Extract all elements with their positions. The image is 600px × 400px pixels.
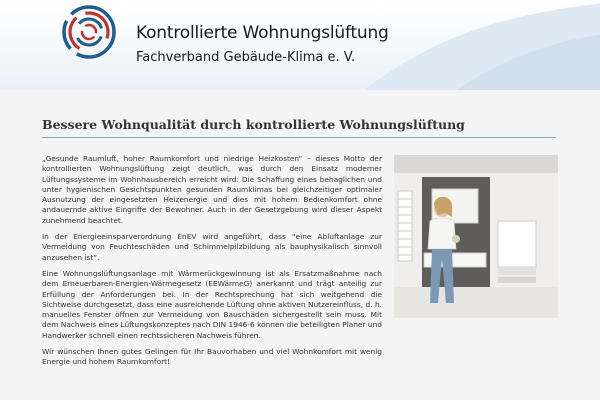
article-paragraph-2: In der Energieeinsparverordnung EnEV wird angeführt, dass “eine Abluftanlage zur Vermeidung von Feuchteschäden und Schimmelpilzbildung als bauphysikalisch sinnvoll anzusehen ist”. (42, 232, 382, 262)
main-content (0, 90, 600, 400)
heading-divider (42, 137, 556, 138)
article-text (42, 154, 382, 374)
bathroom-photo (394, 155, 558, 318)
fgk-logo[interactable] (62, 5, 116, 59)
page-heading: Bessere Wohnqualität durch kontrollierte Wohnungslüftung (42, 117, 465, 132)
article-paragraph-3: Eine Wohnungslüftungsanlage mit Wärmerückgewinnung ist als Ersatzmaßnahme nach dem Erneuerbaren-Energien-Wärmegesetz (EEWärmeG) anerkannt und trägt anteilig zur Erfüllung der Anforderungen bei. In der Rechtsprechung hat sich weitgehend die Sichtweise durchgesetzt, dass eine ausreichende Lüftung ohne aktiven Nutzereinfluss, d. h. manuelles Fenster öffnen zur Vermeidung von Bauschäden sichergestellt sein muss. Mit dem Nachweis eines Lüftungskonzeptes nach DIN 1946-6 können die beteiligten Planer und Handwerker schnell einen rechtssicheren Nachweis führen. (42, 268, 382, 340)
site-title: Kontrollierte Wohnungslüftung (136, 23, 389, 43)
article-paragraph-1: „Gesunde Raumluft, hoher Raumkomfort und niedrige Heizkosten“ – dieses Motto der kontrollierten Wohnungslüftung zeigt deutlich, was durch den Einsatz moderner Lüftungssysteme im Wohnhausbereich erreicht wird: Die Schaffung eines behaglichen und unter hygienischen Gesichtspunkten gesunden Raumklimas bei gleichzeitiger optimaler Ausnutzung der eingesetzten Heizenergie und dies mit hohem Bedienkomfort ohne andauernde aktive Eingriffe der Bewohner. Auch in der Gesetzgebung wird dieser Aspekt zunehmend beachtet. (42, 154, 382, 225)
site-subtitle: Fachverband Gebäude-Klima e. V. (136, 50, 356, 65)
article-paragraph-4: Wir wünschen Ihnen gutes Gelingen für Ihr Bauvorhaben und viel Wohnkomfort mit wenig Energie und hohem Raumkomfort! (42, 347, 382, 367)
site-header (0, 0, 600, 90)
header-wave-decoration (280, 0, 600, 90)
